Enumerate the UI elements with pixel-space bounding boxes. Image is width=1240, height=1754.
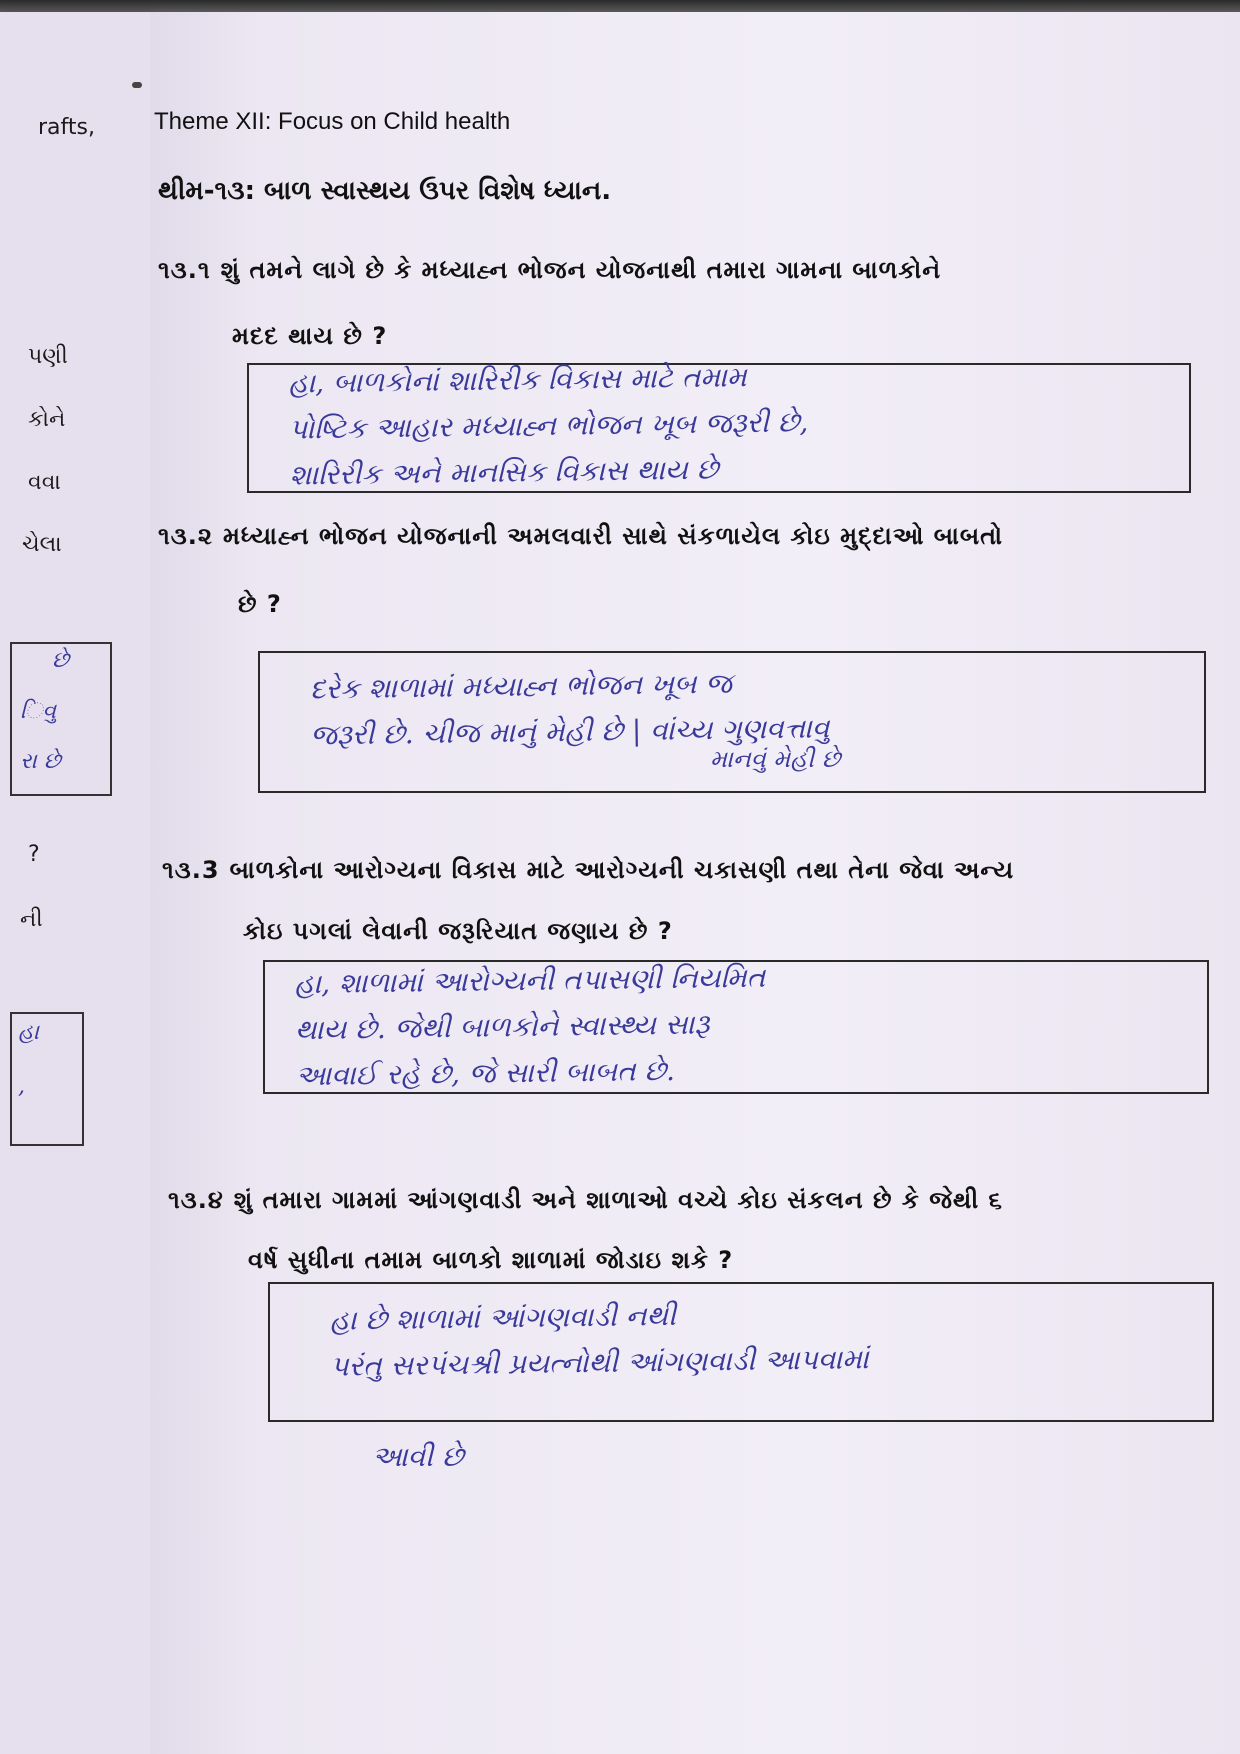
scan-top-edge: [0, 0, 1240, 12]
question-13-3: [162, 856, 1014, 884]
left-answer-box: [10, 1012, 84, 1146]
question-text: શું તમારા ગામમાં આંગણવાડી અને શાળાઓ વચ્ચે કોઇ સંકલન છે કે જેથી ૬: [233, 1186, 1003, 1214]
answer-box-13-2: [258, 651, 1206, 793]
left-fragment: વવા: [28, 470, 61, 495]
answer-line: જરૂરી છે. ચીજ માનું મેહી છે | વાંચ્ય ગુણવત્તાવુ: [310, 711, 830, 752]
left-fragment: rafts,: [38, 115, 95, 140]
answer-line: પોષ્ટિક આહાર મધ્યાહ્‍ન ભોજન ખૂબ જરૂરી છે,: [288, 405, 809, 446]
question-number: ૧૩.3: [162, 856, 220, 884]
question-13-4: [168, 1186, 1003, 1214]
answer-line: પરંતુ સરપંચશ્રી પ્રયત્નોથી આંગણવાડી આપવામાં: [330, 1342, 869, 1383]
question-number: ૧૩.૨: [158, 522, 213, 550]
answer-continuation: આવી છે: [372, 1440, 464, 1473]
answer-line: શારિરીક અને માનસિક વિકાસ થાય છે: [289, 452, 719, 492]
answer-box-13-3: [263, 960, 1209, 1094]
left-fragment: ચેલા: [22, 532, 62, 557]
previous-page-edge: [0, 12, 152, 1754]
answer-line: હા, શાળામાં આરોગ્યની તપાસણી નિયમિત: [294, 960, 766, 1001]
answer-line: માનવું મેહી છે: [710, 745, 841, 773]
question-13-2: [158, 522, 1003, 550]
answer-line: હા છે શાળામાં આંગણવાડી નથી: [329, 1298, 677, 1337]
question-text: શું તમને લાગે છે કે મધ્યાહ્‍ન ભોજન યોજનાથી તમારા ગામના બાળકોને: [220, 256, 942, 284]
theme-title-gujarati: થીમ-૧૩: બાળ સ્વાસ્થય ઉપર વિશેષ ધ્યાન.: [158, 176, 612, 206]
left-fragment: છે: [52, 648, 70, 673]
question-text: મધ્યાહ્‍ન ભોજન યોજનાની અમલવારી સાથે સંકળાયેલ કોઇ મુદ્દાઓ બાબતો: [222, 522, 1004, 550]
left-fragment: પણી: [28, 344, 68, 369]
question-text: બાળકોના આરોગ્યના વિકાસ માટે આરોગ્યની ચકાસણી તથા તેના જેવા અન્ય: [229, 856, 1015, 884]
answer-line: આવાઈ રહે છે, જે સારી બાબત છે.: [295, 1053, 676, 1093]
theme-title-english: Theme XII: Focus on Child health: [154, 108, 511, 135]
question-continuation: વર્ષ સુધીના તમામ બાળકો શાળામાં જોડાઇ શકે ?: [248, 1246, 734, 1274]
left-fragment: હા: [18, 1020, 40, 1045]
answer-line: થાય છે. જેથી બાળકોને સ્વાસ્થ્ય સારૂ: [294, 1007, 710, 1047]
question-continuation: મદદ થાય છે ?: [232, 322, 388, 350]
left-fragment: ની: [20, 907, 43, 932]
answer-box-13-4: [268, 1282, 1214, 1422]
ink-mark: [132, 82, 142, 88]
question-continuation: છે ?: [238, 590, 282, 618]
left-fragment: િવુ: [20, 699, 57, 724]
answer-line: દરેક શાળામાં મધ્યાહ્‍ન ભોજન ખૂબ જ: [309, 666, 733, 706]
question-number: ૧૩.૪: [168, 1186, 224, 1214]
question-continuation: કોઇ પગલાં લેવાની જરૂરિયાત જણાય છે ?: [243, 917, 673, 945]
question-13-1: [158, 256, 941, 284]
left-fragment: રા છે: [20, 749, 61, 774]
left-fragment: ,: [18, 1074, 25, 1099]
left-answer-box: [10, 642, 112, 796]
answer-box-13-1: [247, 360, 1191, 493]
left-fragment: કોને: [28, 407, 66, 432]
answer-line: હા, બાળકોનાં શારિરીક વિકાસ માટે તમામ: [288, 360, 747, 400]
left-fragment: ?: [28, 842, 40, 867]
question-number: ૧૩.૧: [158, 256, 211, 284]
